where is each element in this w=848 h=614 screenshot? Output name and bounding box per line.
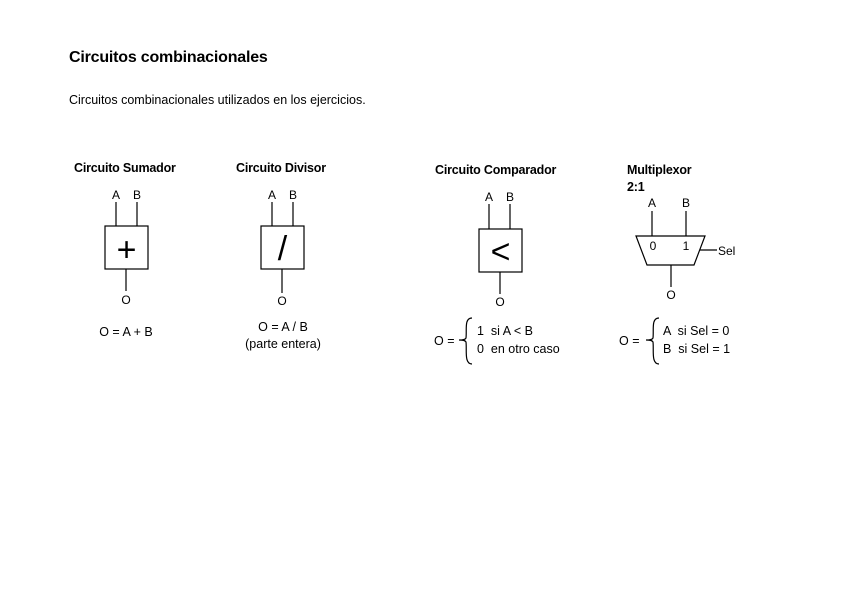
sumador-label-o: O [121,293,131,307]
comparador-label-b: B [505,190,515,204]
multiplexor-formula-lhs: O = [619,334,640,348]
comparador-formula-lhs: O = [434,334,455,348]
multiplexor-title: Multiplexor [627,163,692,177]
multiplexor-case1: A si Sel = 0 [663,324,730,338]
sumador-label-a: A [111,188,121,202]
mux-trapezoid [636,236,705,265]
mux-port-1: 1 [682,239,690,253]
sumador-label-b: B [132,188,142,202]
sumador-title: Circuito Sumador [74,161,176,175]
divisor-label-o: O [277,294,287,308]
multiplexor-brace [646,318,659,364]
page-title: Circuitos combinacionales [69,49,268,66]
multiplexor-case2: B si Sel = 1 [663,342,731,356]
divisor-title: Circuito Divisor [236,161,326,175]
mux-label-sel: Sel [718,244,736,258]
page-subtitle: Circuitos combinacionales utilizados en los ejercicios. [69,93,366,107]
mux-port-0: 0 [649,239,657,253]
divisor-label-b: B [288,188,298,202]
comparador-title: Circuito Comparador [435,163,557,177]
multiplexor-diagram [636,211,717,287]
divisor-formula-line2: (parte entera) [245,337,321,351]
comparador-brace [459,318,472,364]
divisor-symbol: / [277,230,288,268]
comparador-label-a: A [484,190,494,204]
mux-label-o: O [666,288,676,302]
comparador-symbol: < [490,233,511,271]
comparador-case2: 0 en otro caso [477,342,560,356]
divisor-formula-line1: O = A / B [258,320,308,334]
sumador-symbol: + [116,231,137,269]
multiplexor-subtitle: 2:1 [627,180,645,194]
mux-label-a: A [647,196,657,210]
mux-label-b: B [681,196,691,210]
comparador-case1: 1 si A < B [477,324,533,338]
comparador-label-o: O [495,295,505,309]
sumador-formula: O = A + B [99,325,153,339]
divisor-label-a: A [267,188,277,202]
